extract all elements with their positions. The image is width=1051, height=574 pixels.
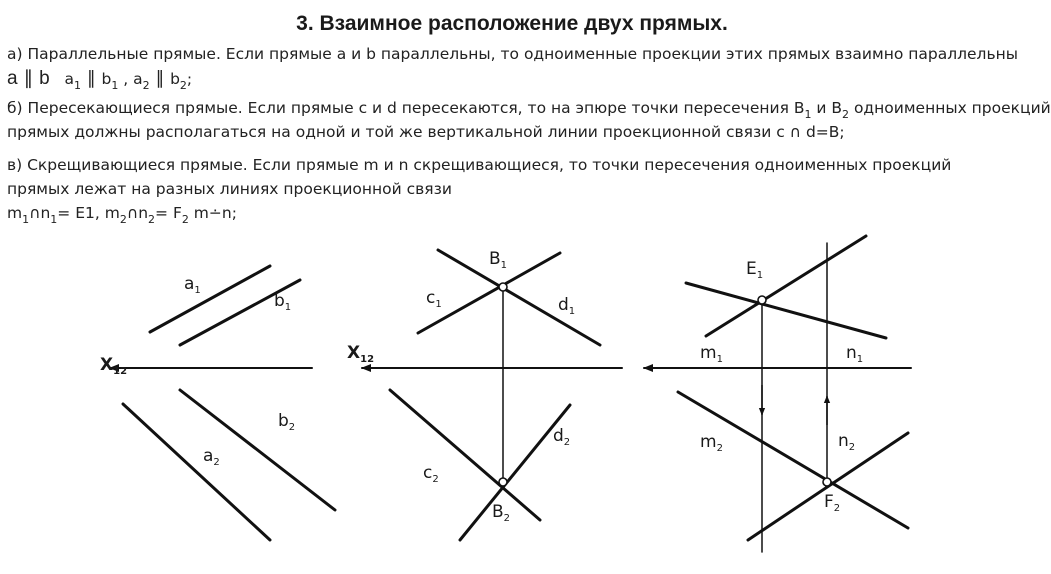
skew-m2: m [104,204,120,222]
proj-b1-sub: 1 [111,79,119,92]
labels-parallel [100,274,295,468]
point-B1 [499,283,507,291]
paragraph-parallel-line1: а) Параллельные прямые. Если прямые a и b параллельны, то одноименные проекции этих прямых взаимно параллельны [7,45,1018,63]
line-a1 [150,266,270,332]
skew-m1: m [7,204,23,222]
skew-eq1: = E1, [57,204,105,222]
label-n1: $n_1$ [846,343,864,365]
point-F2 [823,478,831,486]
skew-f2-sub: 2 [181,213,189,226]
line-d1 [438,250,600,345]
skew-m2-sub: 2 [119,213,127,226]
label-E1: $E_1$ [746,259,764,281]
parallel-symbol-2: ∥ [149,68,171,89]
skew-tail: m∸n; [188,204,237,222]
label-m1: $m_1$ [700,343,723,365]
point-B2 [499,478,507,486]
skew-n2: n [138,204,149,222]
proj-a1: a [64,70,75,88]
label-m2: $m_2$ [700,432,723,454]
line-m2 [678,392,908,528]
line-a2 [123,404,270,540]
rel-b: b [39,68,50,89]
page-title: 3. Взаимное расположение двух прямых. [296,12,728,35]
line-n1 [706,236,866,336]
intersecting-sub2: 2 [842,108,850,121]
parallel-symbol-1: ∥ [81,68,102,89]
intersecting-text-pre: б) Пересекающиеся прямые. Если прямые с и d пересекаются, то на эпюре точки пересечения B [7,99,805,117]
skew-m1-sub: 1 [22,213,30,226]
labels-intersecting [347,249,575,524]
label-axis-left: $X_{12}$ [100,355,128,377]
label-B2: $B_2$ [492,502,511,524]
end-semicolon: ; [186,70,193,88]
paragraph-skew-line1: в) Скрещивающиеся прямые. Если прямые m и n скрещивающиеся, то точки пересечения одноименных проекций [7,156,952,174]
proj-b2-sub: 2 [179,79,187,92]
label-B1: $B_1$ [489,249,508,271]
skew-eq2: = F [155,204,182,222]
label-c2: $c_2$ [423,463,439,485]
point-E1 [758,296,766,304]
paragraph-skew-line2: прямых лежат на разных линиях проекционной связи [7,180,452,198]
skew-cap1: ∩ [29,204,41,222]
proj-b2: b [170,70,180,88]
skew-cap2: ∩ [126,204,139,222]
label-F2: $F_2$ [824,492,841,514]
proj-a1-sub: 1 [74,79,82,92]
proj-a2-sub: 2 [142,79,150,92]
labels-skew [700,259,863,514]
line-c2 [390,390,540,520]
label-c1: $c_1$ [426,288,442,310]
paragraph-intersecting-line2: прямых должны располагаться на одной и той же вертикальной линии проекционной связи c ∩ d=B; [7,123,845,141]
intersecting-text-mid: и B [811,99,843,117]
proj-b1: b [101,70,112,88]
label-n2: $n_2$ [838,431,856,453]
parallel-symbol: ∥ [17,67,40,89]
skew-n2-sub: 2 [148,213,156,226]
label-axis-middle: $X_{12}$ [347,343,375,365]
label-b2: $b_2$ [278,411,296,433]
label-d1: $d_1$ [558,295,576,317]
label-d2: $d_2$ [553,426,571,448]
skew-n1-sub: 1 [50,213,58,226]
intersecting-sub1: 1 [804,108,812,121]
proj-a2: a [133,70,143,88]
skew-n1: n [40,204,51,222]
label-a2: $a_2$ [203,446,220,468]
intersecting-text-post: одноименных проекций [849,99,1051,117]
diagram-parallel [110,266,335,540]
diagram-intersecting [362,250,622,540]
separator: , [118,70,134,88]
label-b1: $b_1$ [274,291,292,313]
diagram-skew [644,236,911,552]
rel-a: a [7,68,18,89]
label-a1: $a_1$ [184,274,201,296]
